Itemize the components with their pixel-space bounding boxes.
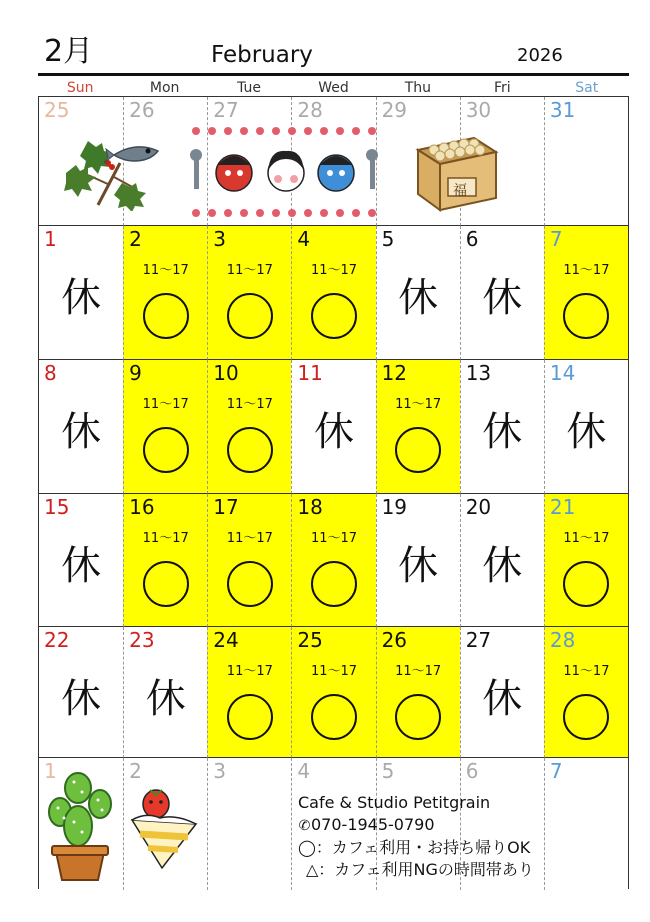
day-number: 14 — [549, 361, 576, 385]
day-cell — [207, 758, 291, 890]
day-cell — [544, 360, 628, 494]
closed-mark: 休 — [482, 409, 523, 455]
day-number: 30 — [465, 98, 492, 122]
day-number: 12 — [381, 361, 408, 385]
open-circle-icon — [143, 561, 189, 607]
weekday-sun: Sun — [66, 80, 94, 96]
day-cell — [291, 360, 375, 494]
closed-mark: 休 — [61, 543, 102, 589]
day-cell — [123, 494, 207, 627]
phone-number: 070-1945-0790 — [311, 815, 435, 834]
day-number: 28 — [297, 98, 323, 122]
day-number: 23 — [129, 628, 155, 652]
day-cell — [460, 226, 544, 360]
day-cell — [291, 226, 375, 360]
closed-mark: 休 — [398, 543, 439, 589]
opening-hours: 11～17 — [395, 664, 442, 679]
day-cell — [544, 97, 628, 226]
shop-info — [298, 792, 534, 881]
day-cell — [544, 226, 628, 360]
open-circle-icon — [227, 561, 273, 607]
day-cell — [123, 627, 207, 758]
open-circle-icon — [395, 427, 441, 473]
day-cell — [207, 627, 291, 758]
month-en: February — [211, 42, 313, 68]
day-cell — [123, 226, 207, 360]
open-circle-icon — [143, 427, 189, 473]
weekday-wed: Wed — [318, 80, 349, 96]
day-number: 6 — [465, 227, 479, 251]
closed-mark: 休 — [61, 275, 102, 321]
closed-mark: 休 — [61, 676, 102, 722]
day-cell — [376, 627, 460, 758]
day-number: 13 — [465, 361, 492, 385]
day-cell — [39, 494, 123, 627]
open-circle-icon — [227, 427, 273, 473]
day-number: 7 — [549, 759, 563, 783]
day-cell — [39, 360, 123, 494]
holly-and-sardine-icon — [58, 133, 164, 211]
closed-mark: 休 — [145, 676, 186, 722]
day-number: 28 — [549, 628, 576, 652]
day-cell — [291, 627, 375, 758]
day-number: 22 — [44, 628, 70, 652]
day-number: 21 — [549, 495, 576, 519]
weekday-sat: Sat — [575, 80, 599, 96]
closed-mark: 休 — [566, 409, 607, 455]
cactus-icon — [44, 768, 116, 884]
day-number: 1 — [44, 227, 57, 251]
day-number: 19 — [381, 495, 408, 519]
shop-name: Cafe & Studio Petitgrain — [298, 793, 491, 812]
day-number: 16 — [129, 495, 155, 519]
closed-mark: 休 — [313, 409, 354, 455]
masu-label: 福 — [453, 183, 467, 199]
open-circle-icon — [563, 293, 609, 339]
day-cell — [544, 758, 628, 890]
opening-hours: 11～17 — [563, 263, 610, 278]
opening-hours: 11～17 — [310, 664, 358, 679]
open-circle-icon — [311, 694, 357, 740]
weekday-tue: Tue — [237, 80, 262, 96]
day-number: 5 — [381, 227, 395, 251]
day-number: 4 — [297, 759, 311, 783]
day-cell — [39, 226, 123, 360]
day-number: 1 — [44, 759, 57, 783]
day-number: 25 — [44, 98, 70, 122]
opening-hours: 11～17 — [395, 397, 442, 412]
open-circle-icon — [227, 694, 273, 740]
day-cell — [460, 494, 544, 627]
day-number: 3 — [213, 227, 227, 251]
opening-hours: 11～17 — [563, 531, 610, 546]
day-cell — [544, 627, 628, 758]
day-number: 11 — [297, 361, 323, 385]
day-cell — [376, 494, 460, 627]
day-number: 4 — [297, 227, 311, 251]
day-number: 3 — [213, 759, 227, 783]
weekday-thu: Thu — [404, 80, 432, 96]
day-cell — [460, 360, 544, 494]
day-number: 27 — [213, 98, 239, 122]
day-number: 17 — [213, 495, 239, 519]
day-cell — [376, 226, 460, 360]
opening-hours: 11～17 — [226, 263, 273, 278]
day-number: 20 — [465, 495, 492, 519]
header-rule — [38, 73, 629, 76]
day-number: 2 — [129, 759, 142, 783]
day-number: 2 — [129, 227, 142, 251]
oni-and-okame-masks-icon — [186, 125, 386, 221]
day-number: 18 — [297, 495, 323, 519]
day-cell — [291, 494, 375, 627]
day-cell — [123, 360, 207, 494]
closed-mark: 休 — [482, 543, 523, 589]
opening-hours: 11～17 — [142, 397, 189, 412]
month-jp: 2月 — [44, 34, 94, 69]
opening-hours: 11～17 — [142, 263, 189, 278]
open-circle-icon — [563, 561, 609, 607]
opening-hours: 11～17 — [310, 531, 358, 546]
opening-hours: 11～17 — [226, 664, 273, 679]
opening-hours: 11～17 — [563, 664, 610, 679]
phone-icon: ✆ — [298, 818, 311, 834]
day-number: 26 — [381, 628, 408, 652]
open-circle-icon — [311, 561, 357, 607]
day-number: 25 — [297, 628, 323, 652]
day-cell — [207, 226, 291, 360]
fuku-bean-masu-icon — [414, 128, 500, 214]
day-cell — [460, 627, 544, 758]
opening-hours: 11～17 — [142, 531, 189, 546]
legend-open: ◯：カフェ利用・お持ち帰りOK — [298, 838, 531, 857]
day-number: 7 — [549, 227, 563, 251]
open-circle-icon — [227, 293, 273, 339]
day-cell — [207, 494, 291, 627]
open-circle-icon — [563, 694, 609, 740]
day-cell — [207, 360, 291, 494]
legend-partial: △：カフェ利用NGの時間帯あり — [306, 860, 534, 879]
day-number: 29 — [381, 98, 408, 122]
day-number: 10 — [213, 361, 239, 385]
day-number: 26 — [129, 98, 155, 122]
phone-line — [298, 814, 534, 837]
open-circle-icon — [395, 694, 441, 740]
opening-hours: 11～17 — [226, 531, 273, 546]
open-circle-icon — [311, 293, 357, 339]
day-number: 27 — [465, 628, 492, 652]
day-number: 31 — [549, 98, 576, 122]
closed-mark: 休 — [61, 409, 102, 455]
weekday-row — [38, 79, 629, 97]
day-cell — [39, 627, 123, 758]
opening-hours: 11～17 — [310, 263, 358, 278]
day-number: 5 — [381, 759, 395, 783]
year: 2026 — [517, 45, 563, 66]
day-number: 24 — [213, 628, 239, 652]
day-number: 9 — [129, 361, 142, 385]
weekday-mon: Mon — [149, 80, 180, 96]
closed-mark: 休 — [482, 275, 523, 321]
day-number: 8 — [44, 361, 57, 385]
strawberry-shortcake-icon — [126, 782, 204, 872]
closed-mark: 休 — [482, 676, 523, 722]
day-cell — [376, 360, 460, 494]
day-number: 15 — [44, 495, 70, 519]
open-circle-icon — [143, 293, 189, 339]
weekday-fri: Fri — [493, 80, 511, 96]
day-number: 6 — [465, 759, 479, 783]
day-cell — [544, 494, 628, 627]
opening-hours: 11～17 — [226, 397, 273, 412]
closed-mark: 休 — [398, 275, 439, 321]
